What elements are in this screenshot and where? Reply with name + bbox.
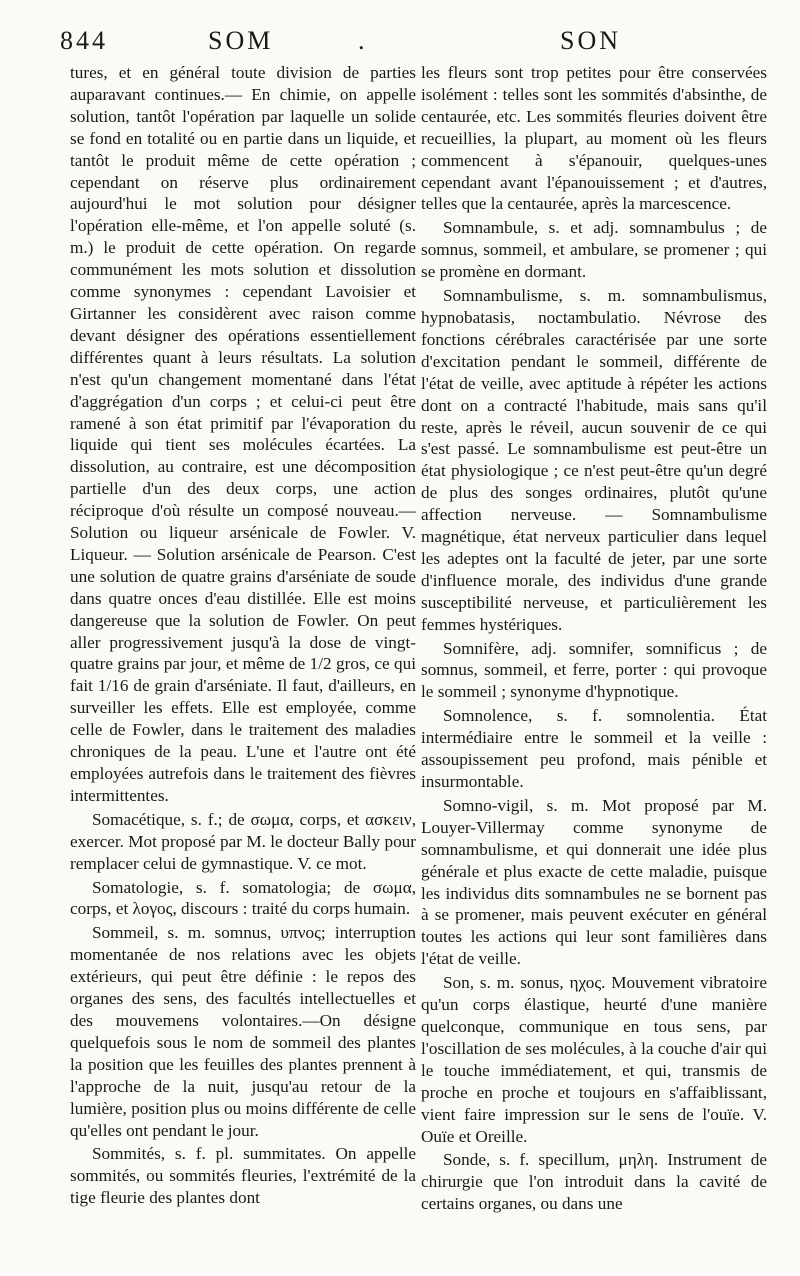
- page-number: 844: [60, 26, 108, 55]
- entry-somnolence: Somnolence, s. f. somnolentia. État intermédiaire entre le sommeil et la veille : assoupissement peu profond, mais pénible et insurmontable.: [421, 706, 767, 791]
- entry-sommeil: Sommeil, s. m. somnus, υπνος; interruption momentanée de nos relations avec les objets extérieurs, qui peut être définie : le repos des organes des sens, des facultés intellectuelles et des mouvemens volontaires.—On désigne quelquefois sous le nom de sommeil des plantes la position que les feuilles des plantes prennent à l'approche de la nuit, jusqu'au retour de la lumière, position plus ou moins différente de celle qu'elles ont pendant le jour.: [70, 923, 416, 1140]
- entry-somacetique: Somacétique, s. f.; de σωμα, corps, et ασκειν, exercer. Mot proposé par M. le docteur Bally pour remplacer celui de gymnastique. V. ce mot.: [70, 809, 416, 873]
- entry-sommites: Sommités, s. f. pl. summitates. On appelle sommités, ou sommités fleuries, l'extrémité de la tige fleurie des plantes dont: [70, 1144, 416, 1208]
- header-left-word: SOM: [208, 26, 274, 55]
- left-column: [70, 62, 416, 1209]
- entry-somno-vigil: Somno-vigil, s. m. Mot proposé par M. Louyer-Villermay comme synonyme de somnambulisme, et qui donnerait une idée plus générale et plus exacte de cette maladie, puisque les individus dits somnambules ne se bornent pas à se promener, mais peuvent exécuter en général toutes les actions qui leur sont familières dans l'état de veille.: [421, 795, 767, 969]
- header-dot: .: [358, 26, 368, 55]
- entry-somatologie: Somatologie, s. f. somatologia; de σωμα, corps, et λογος, discours : traité du corps humain.: [70, 877, 416, 919]
- entry-somnambule: Somnambule, s. et adj. somnambulus ; de somnus, sommeil, et ambulare, se promener ; qui se promène en dormant.: [421, 218, 767, 282]
- right-column: [421, 62, 767, 1215]
- entry-solution-continued: tures, et en général toute division de parties auparavant continues.— En chimie, on appelle solution, tantôt l'opération par laquelle un solide se fond en totalité ou en partie dans un liquide, et tantôt le produit même de cette opération ; cependant on réserve plus ordinairement aujourd'hui le mot solution pour désigner l'opération elle-même, et l'on appelle soluté (s. m.) le produit de cette opération. On regarde communément les mots solution et dissolution comme synonymes : cependant Lavoisier et Girtanner les considèrent avec raison comme devant désigner des opérations essentiellement différentes quant à leurs résultats. La solution n'est qu'un changement momentané dans l'état d'aggrégation d'un corps ; et celui-ci peut être ramené à son état primitif par l'évaporation du liquide qui tient ses molécules écartées. La dissolution, au contraire, est une décomposition partielle d'un des deux corps, une action réciproque d'où résulte un composé nouveau.—Solution ou liqueur arsénicale de Fowler. V. Liqueur. — Solution arsénicale de Pearson. C'est une solution de quatre grains d'arséniate de soude dans quatre onces d'eau distillée. Elle est moins dangereuse que la solution de Fowler. On peut aller progressivement jusqu'à la dose de vingt-quatre grains par jour, et même de 1/2 gros, ce qui fait 1/16 de grain d'arséniate. Il faut, d'ailleurs, en surveiller les effets. Elle est employée, comme celle de Fowler, dans le traitement des maladies chroniques de la peau. L'une et l'autre ont été employées autrefois dans le traitement des fièvres intermittentes.: [70, 63, 416, 805]
- entry-sonde: Sonde, s. f. specillum, μηλη. Instrument de chirurgie que l'on introduit dans la cavité de certains organes, ou dans une: [421, 1150, 767, 1214]
- entry-sommites-continued: les fleurs sont trop petites pour être conservées isolément : telles sont les sommités d'absinthe, de centaurée, etc. Les sommités fleuries doivent être recueillies, la plupart, au moment où les fleurs commencent à s'épanouir, quelques-unes cependant avant l'épanouissement ; et d'autres, telles que la centaurée, après la marcescence.: [421, 63, 767, 214]
- entry-somnambulisme: Somnambulisme, s. m. somnambulismus, hypnobatasis, noctambulatio. Névrose des fonctions cérébrales caractérisée par une sorte d'excitation pendant le sommeil, différente de l'état de veille, avec aptitude à répéter les actions dont on a contracté l'habitude, mais sans qu'il reste, après le réveil, aucun souvenir de ce qui s'est passé. Le somnambulisme est peut-être un état physiologique ; ce n'est peut-être qu'un degré de plus des songes ordinaires, plutôt qu'une affection nerveuse. — Somnambulisme magnétique, état nerveux particulier dans lequel les adeptes ont la faculté de jeter, par une sorte d'influence morale, des individus d'une grande susceptibilité nerveuse, et particulièrement les femmes hystériques.: [421, 286, 767, 634]
- header-right-word: SON: [560, 26, 622, 55]
- entry-somnifere: Somnifère, adj. somnifer, somnificus ; de somnus, sommeil, et ferre, porter : qui provoque le sommeil ; synonyme d'hypnotique.: [421, 638, 767, 702]
- entry-son: Son, s. m. sonus, ηχος. Mouvement vibratoire qu'un corps élastique, heurté d'une manière quelconque, communique en tous sens, par l'oscillation de ses molécules, à la couche d'air qui le touche immédiatement, et qui, transmis de proche en proche et toujours en s'affaiblissant, vient faire impression sur le sens de l'ouïe. V. Ouïe et Oreille.: [421, 973, 767, 1146]
- running-header: [60, 26, 770, 62]
